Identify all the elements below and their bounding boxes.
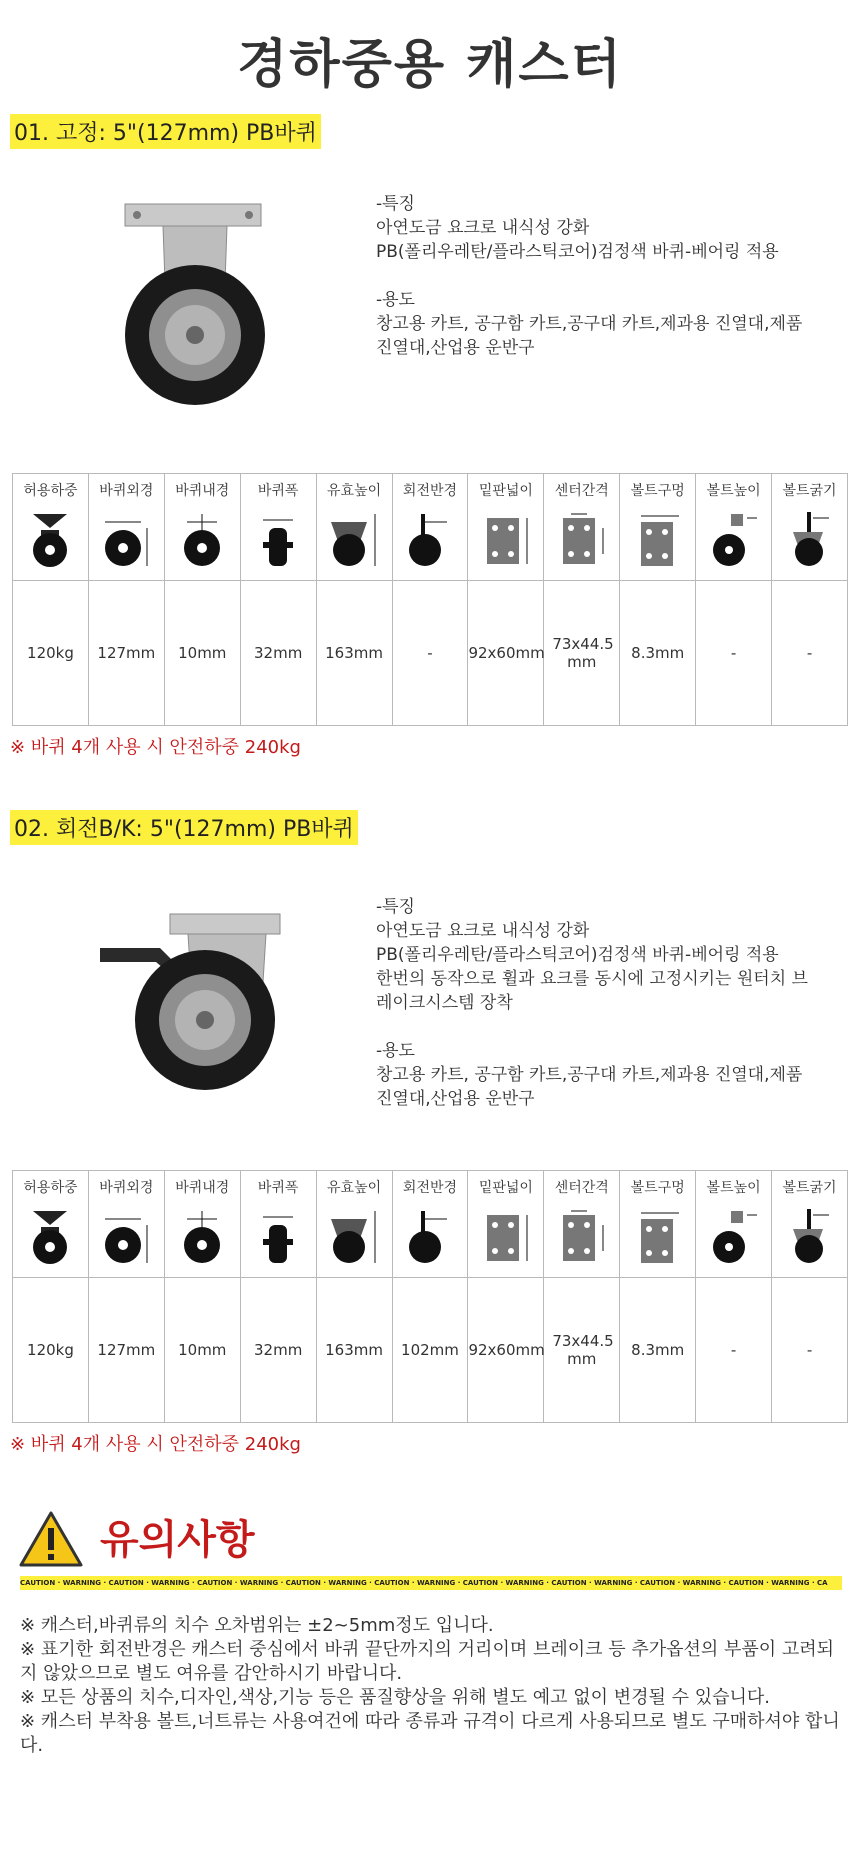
spec-value: 92x60mm [468, 581, 544, 726]
spec-header: 밑판넓이 [478, 1180, 533, 1196]
section-1-features: -특징 아연도금 요크로 내식성 강화 PB(폴리우레탄/플라스틱코어)검정색 바퀴-베어링 적용 -용도 창고용 카트, 공구함 카트,공구대 카트,제과용 진열대,제품 진열대,산업용 운반구 [376, 194, 803, 358]
spec-header: 바퀴내경 [175, 483, 230, 499]
spec-value: 163mm [316, 581, 392, 726]
center-distance-icon [555, 508, 609, 570]
spec-value: 120kg [13, 1278, 89, 1423]
spec-header-cell [392, 474, 468, 581]
effective-height-icon [327, 508, 381, 570]
bolt-thickness-icon [783, 1205, 837, 1267]
swivel-brake-caster-photo [90, 900, 290, 1100]
spec-header: 볼트높이 [706, 483, 761, 499]
spec-header-cell [620, 474, 696, 581]
spec-header-cell [620, 1171, 696, 1278]
notice-list [20, 1614, 840, 1758]
spec-header-cell [13, 474, 89, 581]
section-2-heading: 02. 회전B/K: 5"(127mm) PB바퀴 [10, 810, 358, 845]
spec-header-cell [164, 474, 240, 581]
warning-triangle-icon [18, 1510, 84, 1568]
spec-header-cell [240, 474, 316, 581]
spec-header-cell [468, 1171, 544, 1278]
spec-header: 바퀴폭 [257, 1180, 299, 1196]
wheel-outer-diameter-icon [99, 1205, 153, 1267]
bolt-thickness-icon [783, 508, 837, 570]
notice-item: ※ 표기한 회전반경은 캐스터 중심에서 바퀴 끝단까지의 거리이며 브레이크 등 추가옵션의 부품이 고려되지 않았으므로 별도 여유를 감안하시기 바랍니다. [20, 1639, 835, 1684]
spec-header: 허용하중 [23, 1180, 78, 1196]
spec-value: - [392, 581, 468, 726]
bolt-hole-icon [631, 1205, 685, 1267]
page-title: 경하중용 캐스터 [237, 35, 623, 95]
spec-value: 163mm [316, 1278, 392, 1423]
spec-value: - [772, 581, 848, 726]
spec-header-cell [316, 474, 392, 581]
spec-header-cell [696, 474, 772, 581]
spec-header: 볼트구멍 [630, 1180, 685, 1196]
spec-header-cell [164, 1171, 240, 1278]
swivel-radius-icon [403, 1205, 457, 1267]
spec-header: 바퀴외경 [99, 483, 154, 499]
section-1-note: ※ 바퀴 4개 사용 시 안전하중 240kg [10, 737, 301, 758]
spec-value: 127mm [88, 581, 164, 726]
spec-value: 10mm [164, 581, 240, 726]
wheel-width-icon [251, 508, 305, 570]
spec-value: 8.3mm [620, 581, 696, 726]
spec-header: 밑판넓이 [478, 483, 533, 499]
plate-size-icon [479, 508, 533, 570]
spec-header-cell [392, 1171, 468, 1278]
spec-header: 회전반경 [402, 1180, 458, 1196]
bolt-height-icon [707, 508, 761, 570]
spec-header: 바퀴내경 [175, 1180, 230, 1196]
notice-item: ※ 모든 상품의 치수,디자인,색상,기능 등은 품질향상을 위해 별도 예고 없이 변경될 수 있습니다. [20, 1687, 770, 1708]
spec-value: 8.3mm [620, 1278, 696, 1423]
spec-value: 10mm [164, 1278, 240, 1423]
effective-height-icon [327, 1205, 381, 1267]
spec-header: 볼트구멍 [630, 483, 685, 499]
wheel-outer-diameter-icon [99, 508, 153, 570]
section-2-note: ※ 바퀴 4개 사용 시 안전하중 240kg [10, 1434, 301, 1455]
spec-value: - [696, 1278, 772, 1423]
spec-value: 32mm [240, 1278, 316, 1423]
spec-header-cell [240, 1171, 316, 1278]
spec-header: 볼트높이 [706, 1180, 761, 1196]
caution-title: 유의사항 [100, 1517, 255, 1563]
spec-header: 회전반경 [402, 483, 458, 499]
notice-item: ※ 캐스터 부착용 볼트,너트류는 사용여건에 따라 종류과 규격이 다르게 사용되므로 별도 구매하셔야 합니다. [20, 1711, 840, 1756]
bolt-hole-icon [631, 508, 685, 570]
spec-header: 유효높이 [327, 1180, 382, 1196]
section-2-features: -특징 아연도금 요크로 내식성 강화 PB(폴리우레탄/플라스틱코어)검정색 바퀴-베어링 적용 한번의 동작으로 휠과 요크를 동시에 고정시키는 원터치 브레이크시스템 장착 -용도 창고용 카트, 공구함 카트,공구대 카트,제과용 진열대,제품 진열대,산업용 운반구 [376, 897, 808, 1109]
notice-item: ※ 캐스터,바퀴류의 치수 오차범위는 ±2~5mm정도 입니다. [20, 1615, 494, 1636]
spec-value: 92x60mm [468, 1278, 544, 1423]
plate-size-icon [479, 1205, 533, 1267]
spec-header-cell [88, 474, 164, 581]
spec-value: 120kg [13, 581, 89, 726]
spec-header: 센터간격 [554, 483, 609, 499]
spec-value: - [772, 1278, 848, 1423]
swivel-radius-icon [403, 508, 457, 570]
spec-header: 센터간격 [554, 1180, 609, 1196]
caution-tape: CAUTION · WARNING · CAUTION · WARNING · CAUTION · WARNING · CAUTION · WARNING · CAUTION · WARNING · CAUTION · WARNING · CAUTION · WARNING · CAUTION · WARNING · CAUTION · WARNING · CA [20, 1576, 842, 1590]
spec-header-cell [316, 1171, 392, 1278]
load-icon [23, 508, 77, 570]
section-1-heading: 01. 고정: 5"(127mm) PB바퀴 [10, 114, 321, 149]
load-icon [23, 1205, 77, 1267]
spec-value: 73x44.5 mm [544, 1278, 620, 1423]
fixed-caster-photo [115, 190, 275, 420]
spec-header-cell [468, 474, 544, 581]
spec-header: 바퀴외경 [99, 1180, 154, 1196]
spec-value: 32mm [240, 581, 316, 726]
spec-header-cell [772, 1171, 848, 1278]
spec-header: 볼트굵기 [782, 483, 837, 499]
spec-table-1 [12, 473, 848, 726]
spec-header-cell [544, 474, 620, 581]
wheel-inner-diameter-icon [175, 1205, 229, 1267]
wheel-width-icon [251, 1205, 305, 1267]
spec-header: 유효높이 [327, 483, 382, 499]
spec-value: - [696, 581, 772, 726]
spec-header-cell [544, 1171, 620, 1278]
spec-header: 허용하중 [23, 483, 78, 499]
spec-value: 73x44.5 mm [544, 581, 620, 726]
spec-header-cell [772, 474, 848, 581]
spec-table-2 [12, 1170, 848, 1423]
spec-value: 102mm [392, 1278, 468, 1423]
wheel-inner-diameter-icon [175, 508, 229, 570]
spec-header-cell [88, 1171, 164, 1278]
center-distance-icon [555, 1205, 609, 1267]
bolt-height-icon [707, 1205, 761, 1267]
spec-value: 127mm [88, 1278, 164, 1423]
spec-header: 볼트굵기 [782, 1180, 837, 1196]
spec-header-cell [13, 1171, 89, 1278]
spec-header: 바퀴폭 [257, 483, 299, 499]
spec-header-cell [696, 1171, 772, 1278]
